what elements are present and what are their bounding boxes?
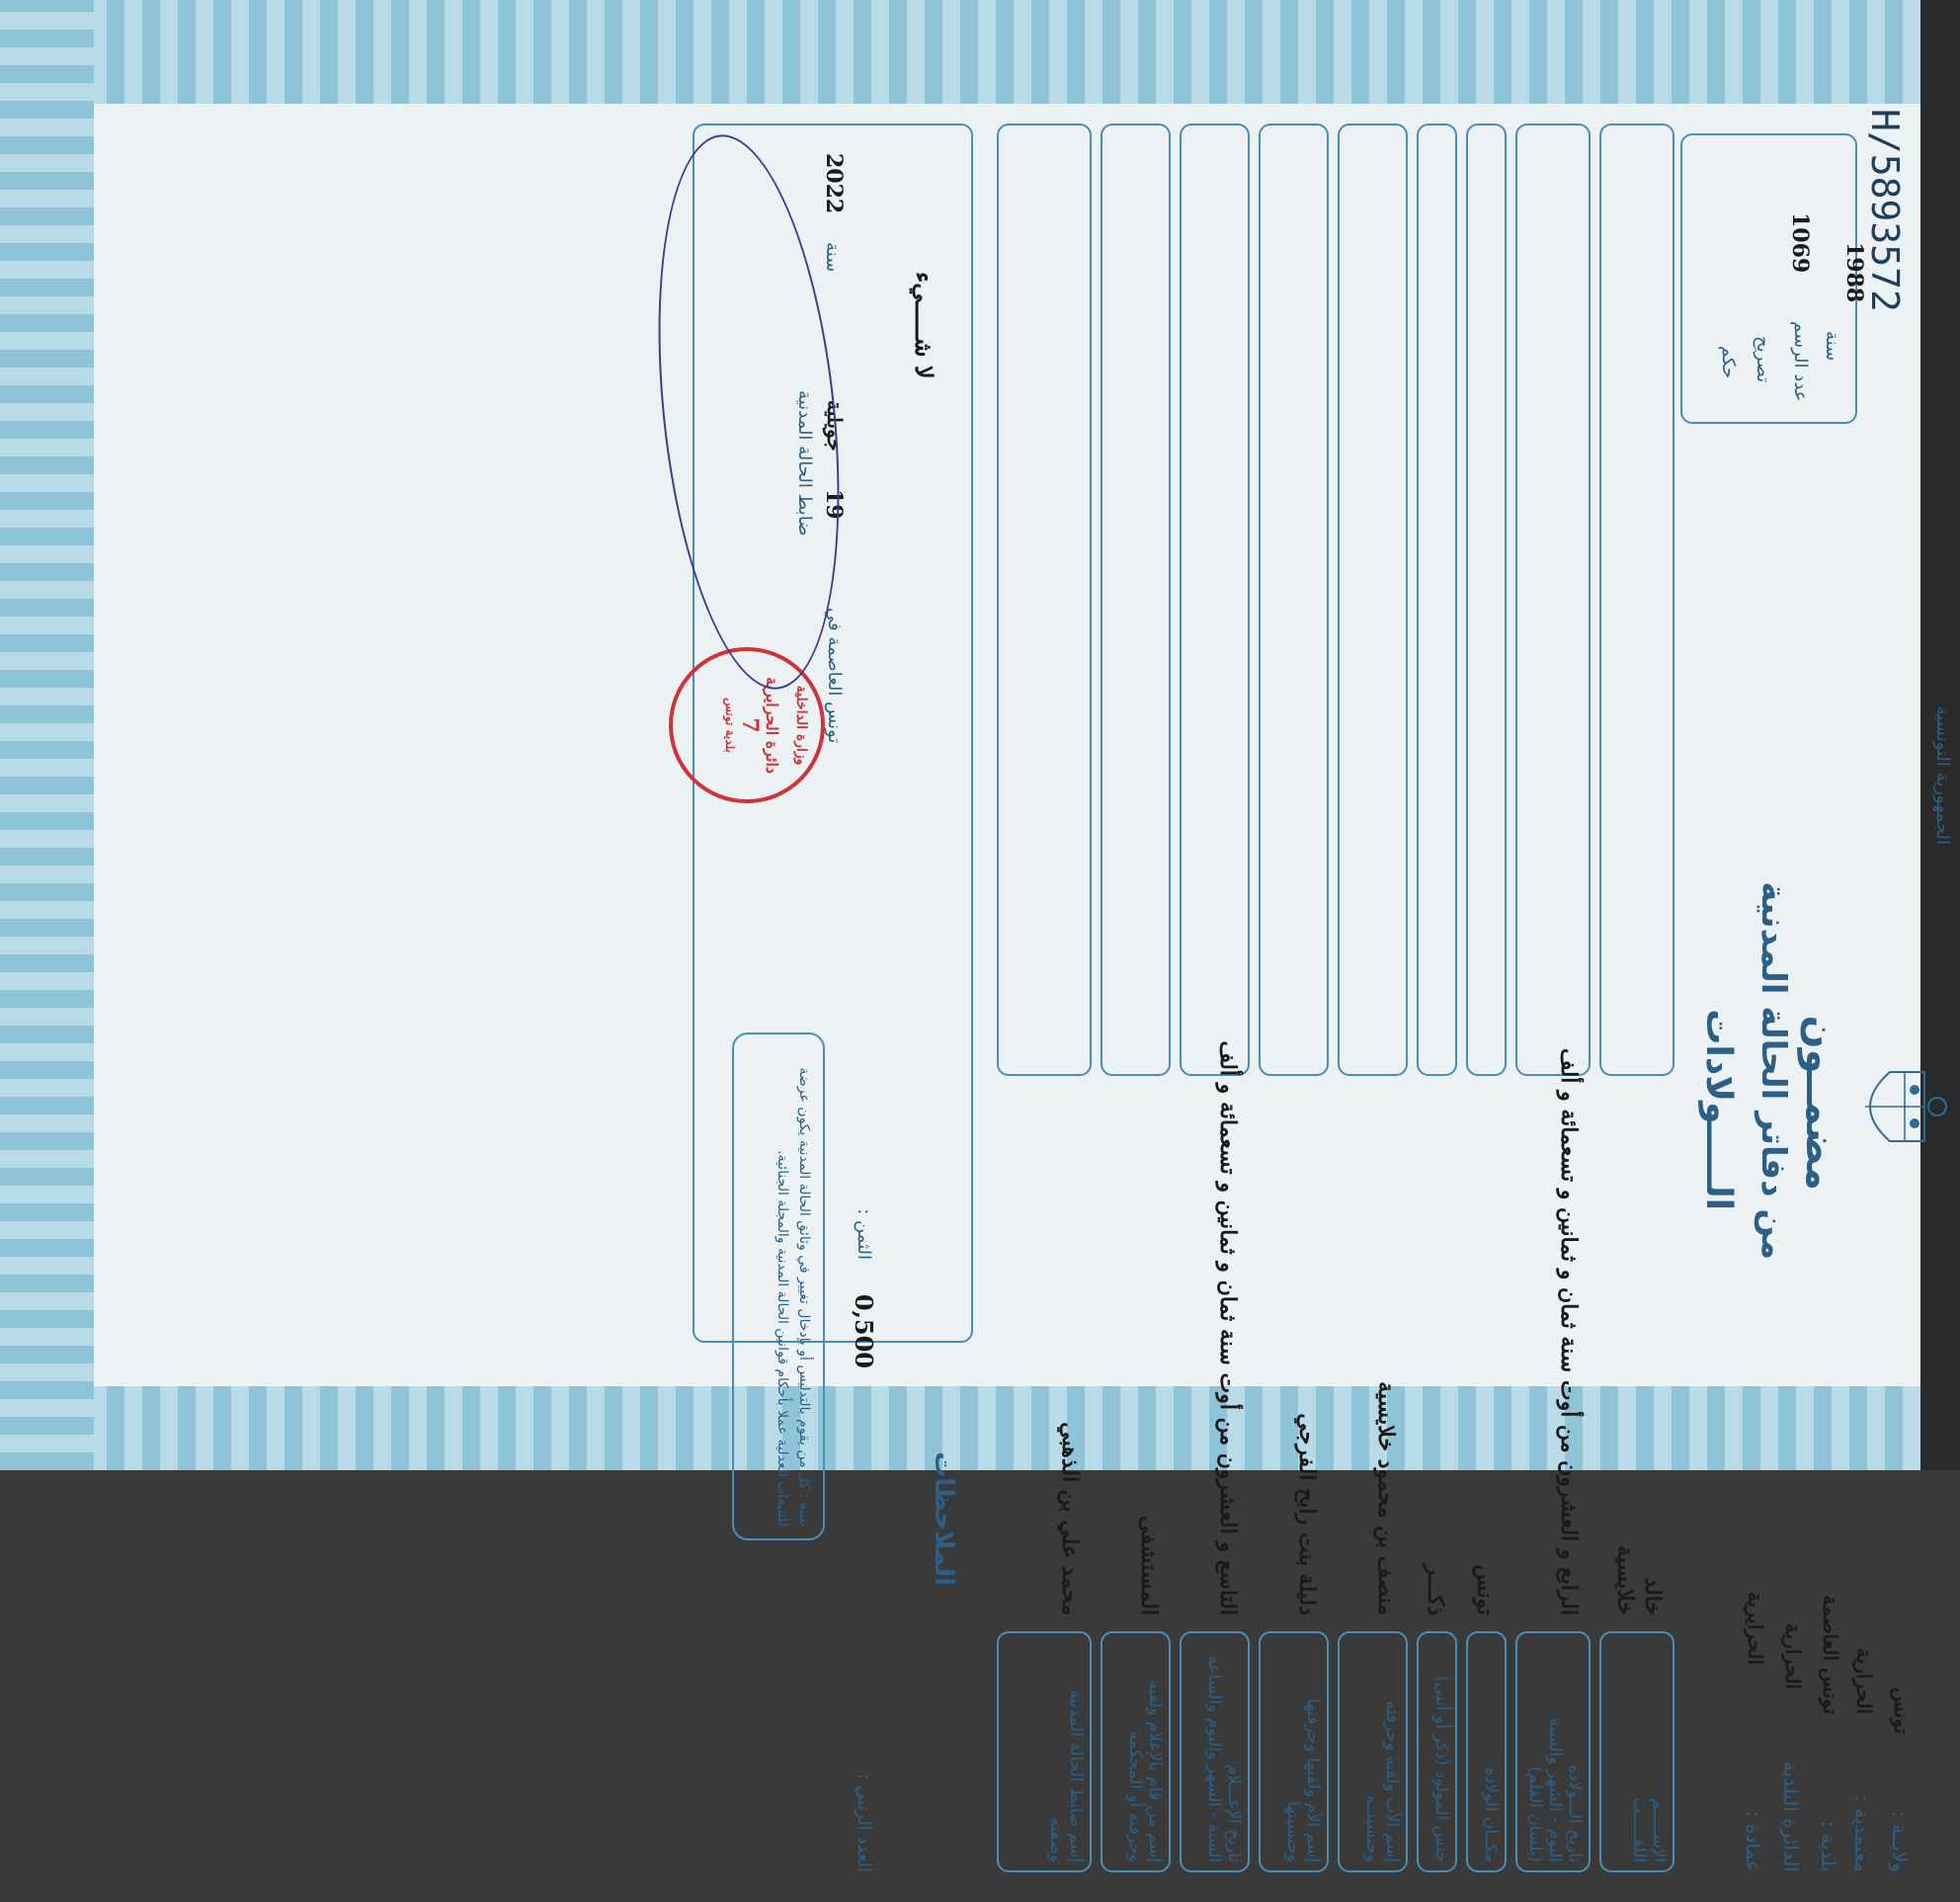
footer-year-label: سنة: [822, 242, 843, 273]
record-year-value: 1988: [1841, 242, 1867, 303]
omada-value: الحرايرية: [1744, 1591, 1767, 1665]
field-value-box: [1101, 124, 1171, 1076]
remarks-value: لا شـــــيء: [910, 272, 939, 379]
record-year-label: سنة: [1822, 331, 1842, 362]
republic-name: الجمهورية التونسية: [1932, 705, 1953, 845]
record-number-label: عدد الرسم: [1790, 321, 1811, 402]
field-label: مكــان الولادة: [1481, 1767, 1501, 1862]
baladia-label: بلدية :: [1817, 1820, 1840, 1872]
footer-officer: ضابط الحالة المدنية: [794, 390, 815, 537]
field-label: تاريخ الـــولادة اليوم - الشهر والسنة (بلسان القلم): [1525, 1717, 1585, 1862]
field-value: منصف بن محمود خلايسية: [1373, 1381, 1399, 1615]
ordinal-number-label: العدد الرتبي :: [854, 1773, 874, 1872]
field-value-box: [1417, 124, 1457, 1076]
daira-value: الحرارية: [1781, 1622, 1805, 1690]
price-value: 0,500: [850, 1293, 878, 1368]
baladia-value: تونس العاصمة: [1819, 1595, 1842, 1714]
birth-certificate: [677, 94, 1960, 1902]
field-value: التاسع و العشرون من أوت سنة ثمان و ثمانين و تسعمائة و ألف: [1215, 1040, 1241, 1615]
record-judgment-label: حكم: [1718, 346, 1739, 379]
seal-bottom-text: بلدية تونس: [723, 698, 737, 753]
field-value-box: [1515, 124, 1591, 1076]
mutamadia-label: معتمدية :: [1850, 1795, 1874, 1872]
field-label: إسم ضابط الحالة المدنية وصفته: [1046, 1690, 1086, 1862]
record-declaration-label: تصريح: [1753, 336, 1773, 383]
seal-top-text: وزارة الداخلية: [793, 685, 809, 766]
field-value-box: [1180, 124, 1250, 1076]
field-value: محمد علي بن الذهبي: [1057, 1422, 1083, 1615]
field-value: تونس: [1472, 1564, 1498, 1615]
field-label: إسم الأب ولقبه وحرفته وجنسيتــه: [1362, 1700, 1402, 1862]
field-value-box: [997, 124, 1092, 1076]
field-value-box: [1466, 124, 1507, 1076]
wilaya-label: ولايــة :: [1888, 1810, 1912, 1872]
field-label: الإســـــم اللقـــــب: [1629, 1797, 1669, 1862]
wilaya-value: تونس: [1890, 1688, 1914, 1734]
seal-number: 7: [737, 717, 763, 733]
title-line3: الـــــولادات: [1698, 1009, 1739, 1210]
serial-number: H/5893572: [1863, 109, 1907, 312]
title-line1: مضمــون: [1797, 1015, 1842, 1191]
mutamadia-value: الحرارية: [1852, 1647, 1876, 1714]
field-value-box: [1338, 124, 1408, 1076]
field-value: الرابع و العشرون من أوت سنة ثمان و ثمانين و تسعمائة و ألف: [1556, 1047, 1582, 1615]
field-value: خالد خلايسية: [1612, 1545, 1666, 1615]
footer-year: 2022: [821, 153, 847, 214]
price-label: الثمن :: [854, 1208, 874, 1260]
field-value: ذكـــر: [1423, 1564, 1448, 1615]
remarks-label: الملاحظات: [929, 1451, 958, 1586]
coat-of-arms-icon: [1850, 1062, 1949, 1151]
seal-middle-text: دائرة الحرايرية: [763, 676, 781, 775]
record-number-value: 1069: [1787, 212, 1813, 274]
footer-place: تونس العاصمة في: [824, 608, 845, 744]
field-label: إسم الأم ولقبها وحرفتها وجنسيتها: [1283, 1698, 1323, 1862]
field-value-box: [1259, 124, 1329, 1076]
decorative-border-top: [0, 0, 1960, 104]
daira-label: الدائرة البلدية: [1779, 1761, 1803, 1872]
decorative-border-left: [0, 0, 94, 1470]
field-label: جنس المولود (ذكر أو أنثى): [1431, 1676, 1451, 1862]
field-value: دليلة بنت رابح الفرجي: [1294, 1413, 1320, 1615]
notice-text: تنبيه : كل من يقوم بالتدليس أو بإدخال تغيير في وثائق الحالة المدنية يكون عرضة للتتبعات العدلية عملا بأحكام قوانين الحالة المدنية والمجلة الجنائية.: [775, 1067, 812, 1527]
field-value: المستشفى: [1136, 1516, 1162, 1615]
field-value-box: [1599, 124, 1674, 1076]
footer-day: 19: [821, 489, 847, 520]
omada-label: عمادة :: [1742, 1810, 1765, 1872]
field-label: إسم من قام بالإعلام ولقبه وحرفته أو المحكمة: [1125, 1680, 1165, 1862]
footer-month: جويلية: [823, 400, 847, 452]
field-label: تاريخ الإعـــلام السنة - الشهر واليوم والساعة: [1204, 1655, 1244, 1862]
title-line2: من دفاتر الحالة المدنية: [1754, 881, 1793, 1260]
